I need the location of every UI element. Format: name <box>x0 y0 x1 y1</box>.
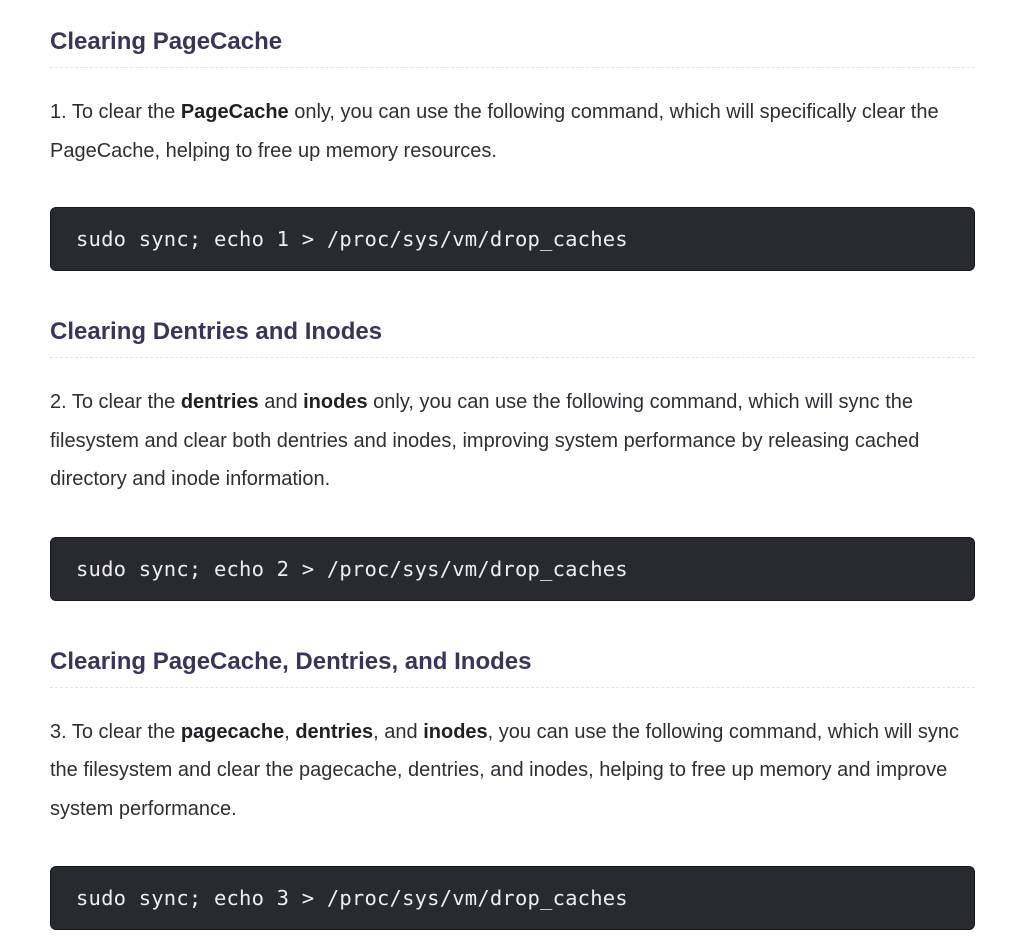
command-text[interactable]: sudo sync; echo 1 > /proc/sys/vm/drop_caches <box>76 227 628 251</box>
command-text[interactable]: sudo sync; echo 3 > /proc/sys/vm/drop_caches <box>76 886 628 910</box>
paragraph-text: 3. To clear the <box>50 720 181 743</box>
code-block-dentries-inodes[interactable] <box>50 537 975 601</box>
paragraph-text: 2. To clear the <box>50 391 181 413</box>
paragraph-text: , and <box>373 720 424 743</box>
paragraph-text: , you can use the following command, which will sync the filesystem and clear the pagecache, dentries, and inodes, helping to free up memory and improve system performance. <box>50 720 959 820</box>
paragraph-emphasis: inodes <box>303 391 368 413</box>
section-heading-pagecache: Clearing PageCache <box>50 26 975 68</box>
paragraph-emphasis: inodes <box>423 720 488 743</box>
paragraph-text: 1. To clear the <box>50 101 181 123</box>
paragraph-emphasis: pagecache <box>180 720 285 743</box>
code-block-pagecache[interactable] <box>50 207 975 271</box>
paragraph-text: only, you can use the following command, which will sync the filesystem and clear both dentries and inodes, improving system performance by releasing cached directory and inode information. <box>50 391 920 490</box>
paragraph-emphasis: dentries <box>180 391 259 413</box>
paragraph-emphasis: PageCache <box>180 101 289 123</box>
section-paragraph-pagecache <box>50 93 975 170</box>
section-heading-dentries-inodes: Clearing Dentries and Inodes <box>50 316 975 358</box>
paragraph-text: , <box>284 720 296 743</box>
section-paragraph-dentries-inodes <box>50 383 975 499</box>
section-heading-all-caches: Clearing PageCache, Dentries, and Inodes <box>50 646 975 688</box>
command-text[interactable]: sudo sync; echo 2 > /proc/sys/vm/drop_caches <box>76 556 628 581</box>
paragraph-text: only, you can use the following command, which will specifically clear the PageCache, helping to free up memory resources. <box>50 101 939 162</box>
article-content <box>50 0 975 930</box>
code-block-all-caches[interactable] <box>50 866 975 930</box>
section-paragraph-all-caches <box>50 713 975 829</box>
paragraph-text: and <box>258 391 304 413</box>
paragraph-emphasis: dentries <box>295 720 374 743</box>
